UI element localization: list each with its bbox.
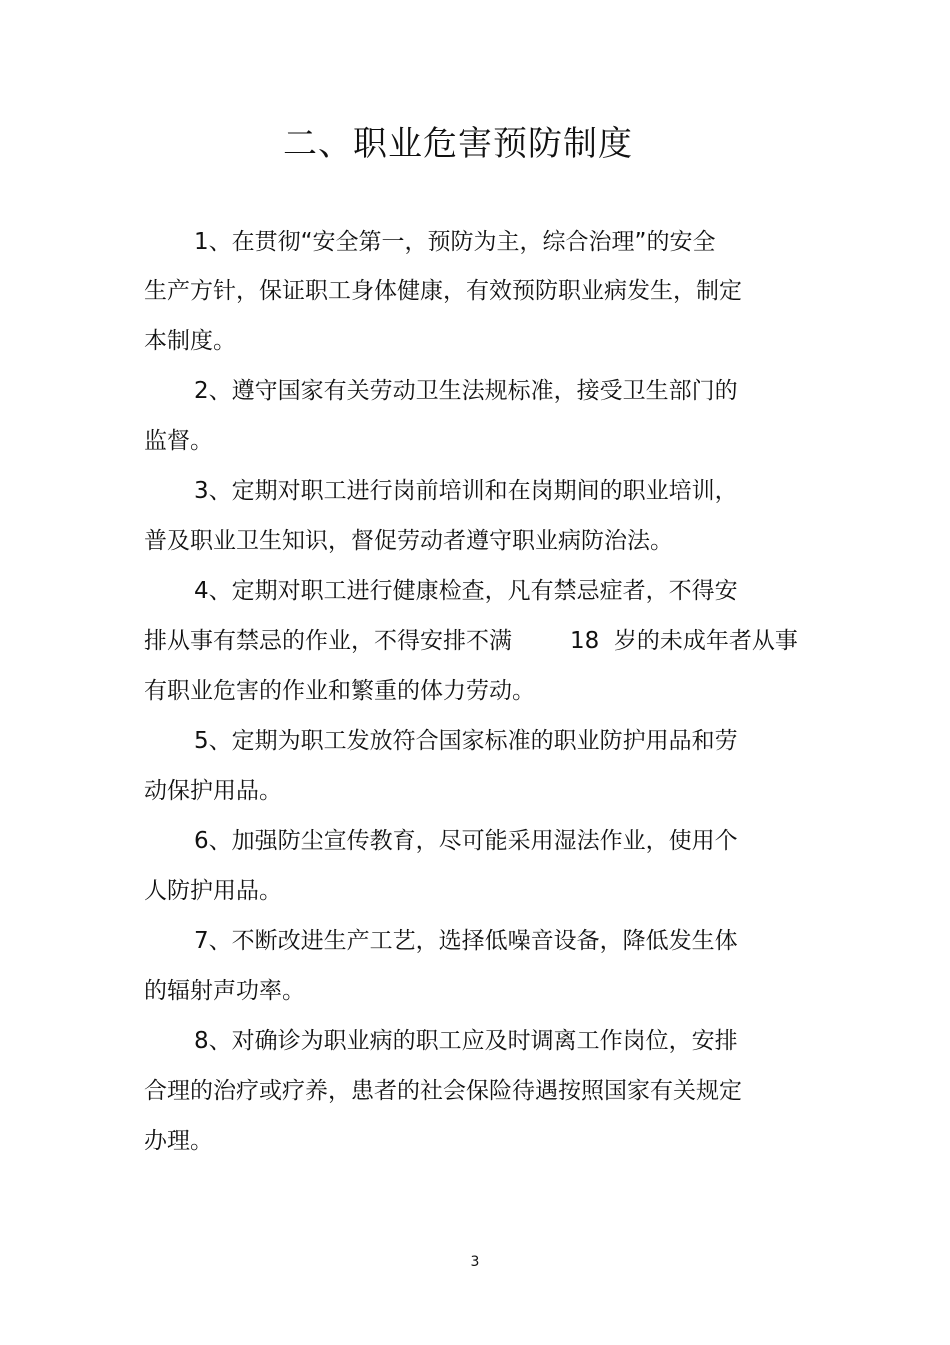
item-1-line-3: 本制度。 [144, 328, 236, 354]
item-7-line-2: 的辐射声功率。 [144, 978, 305, 1004]
item-4-line-3: 有职业危害的作业和繁重的体力劳动。 [144, 678, 535, 704]
item-4-line-2 [144, 624, 798, 658]
item-1-line-2: 生产方针，保证职工身体健康，有效预防职业病发生，制定 [144, 278, 742, 304]
item-6-line-2: 人防护用品。 [144, 878, 282, 904]
item-5-line-2: 动保护用品。 [144, 778, 282, 804]
item-4-line-2-text-a: 排从事有禁忌的作业，不得安排不满 [144, 628, 512, 654]
page-number: 3 [470, 1254, 480, 1270]
item-2-line-2: 监督。 [144, 428, 213, 454]
item-8-line-3: 办理。 [144, 1128, 213, 1154]
item-2-line-1: 2、遵守国家有关劳动卫生法规标准，接受卫生部门的 [194, 378, 738, 404]
document-title: 二、职业危害预防制度 [283, 124, 633, 164]
item-3-line-1: 3、定期对职工进行岗前培训和在岗期间的职业培训， [194, 478, 738, 504]
item-4-line-1: 4、定期对职工进行健康检查，凡有禁忌症者，不得安 [194, 578, 738, 604]
item-4-line-2-text-b: 岁的未成年者从事 [613, 628, 798, 654]
item-3-line-2: 普及职业卫生知识，督促劳动者遵守职业病防治法。 [144, 528, 673, 554]
item-4-age-number: 18 [570, 628, 600, 654]
item-1-line-1: 1、在贯彻“安全第一，预防为主，综合治理”的安全 [194, 229, 716, 255]
item-7-line-1: 7、不断改进生产工艺，选择低噪音设备，降低发生体 [194, 928, 738, 954]
item-8-line-2: 合理的治疗或疗养，患者的社会保险待遇按照国家有关规定 [144, 1078, 742, 1104]
item-5-line-1: 5、定期为职工发放符合国家标准的职业防护用品和劳 [194, 728, 738, 754]
item-6-line-1: 6、加强防尘宣传教育，尽可能采用湿法作业，使用个 [194, 828, 738, 854]
item-8-line-1: 8、对确诊为职业病的职工应及时调离工作岗位，安排 [194, 1028, 738, 1054]
